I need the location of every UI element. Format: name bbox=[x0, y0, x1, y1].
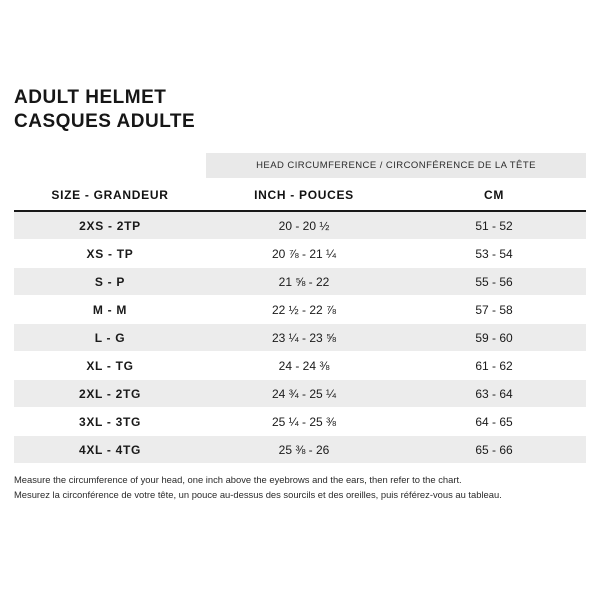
page-title bbox=[14, 86, 586, 135]
cell-size: 2XL - 2TG bbox=[14, 380, 206, 408]
cell-cm: 64 - 65 bbox=[402, 408, 586, 436]
cell-cm: 53 - 54 bbox=[402, 240, 586, 268]
cell-cm: 63 - 64 bbox=[402, 380, 586, 408]
cell-size: 4XL - 4TG bbox=[14, 436, 206, 464]
column-header-inch: INCH - POUCES bbox=[206, 179, 402, 212]
note-en: Measure the circumference of your head, one inch above the eyebrows and the ears, then refer to the chart. bbox=[14, 474, 462, 486]
cell-cm: 61 - 62 bbox=[402, 352, 586, 380]
title-en: ADULT HELMET bbox=[14, 87, 167, 108]
table-group-header-row bbox=[14, 153, 586, 179]
measurement-notes bbox=[14, 473, 586, 502]
cell-size: XS - TP bbox=[14, 240, 206, 268]
column-header-cm: CM bbox=[402, 179, 586, 212]
cell-inch: 25 ⅜ - 26 bbox=[206, 436, 402, 464]
table-row bbox=[14, 240, 586, 268]
group-header-spacer bbox=[14, 153, 206, 179]
group-header-label: HEAD CIRCUMFERENCE / CIRCONFÉRENCE DE LA TÊTE bbox=[256, 160, 536, 172]
cell-cm: 57 - 58 bbox=[402, 296, 586, 324]
cell-inch: 22 ½ - 22 ⅞ bbox=[206, 296, 402, 324]
table-row bbox=[14, 352, 586, 380]
cell-size: S - P bbox=[14, 268, 206, 296]
cell-cm: 59 - 60 bbox=[402, 324, 586, 352]
cell-cm: 55 - 56 bbox=[402, 268, 586, 296]
table-row bbox=[14, 324, 586, 352]
cell-inch: 24 - 24 ⅜ bbox=[206, 352, 402, 380]
table-row bbox=[14, 380, 586, 408]
table-row bbox=[14, 296, 586, 324]
cell-inch: 25 ¼ - 25 ⅜ bbox=[206, 408, 402, 436]
cell-inch: 24 ¾ - 25 ¼ bbox=[206, 380, 402, 408]
cell-inch: 23 ¼ - 23 ⅝ bbox=[206, 324, 402, 352]
cell-size: M - M bbox=[14, 296, 206, 324]
cell-size: L - G bbox=[14, 324, 206, 352]
note-fr: Mesurez la circonférence de votre tête, un pouce au-dessus des sourcils et des oreilles, puis référez-vous au tableau. bbox=[14, 488, 502, 500]
cell-size: XL - TG bbox=[14, 352, 206, 380]
cell-cm: 51 - 52 bbox=[402, 211, 586, 240]
cell-size: 3XL - 3TG bbox=[14, 408, 206, 436]
cell-inch: 20 ⅞ - 21 ¼ bbox=[206, 240, 402, 268]
table-row bbox=[14, 436, 586, 464]
helmet-size-table bbox=[14, 153, 586, 465]
cell-inch: 20 - 20 ½ bbox=[206, 211, 402, 240]
cell-size: 2XS - 2TP bbox=[14, 211, 206, 240]
table-row bbox=[14, 268, 586, 296]
title-fr: CASQUES ADULTE bbox=[14, 111, 196, 133]
table-column-headers bbox=[14, 179, 586, 212]
table-row bbox=[14, 408, 586, 436]
cell-cm: 65 - 66 bbox=[402, 436, 586, 464]
column-header-size: SIZE - GRANDEUR bbox=[14, 179, 206, 212]
cell-inch: 21 ⅝ - 22 bbox=[206, 268, 402, 296]
table-row bbox=[14, 211, 586, 240]
